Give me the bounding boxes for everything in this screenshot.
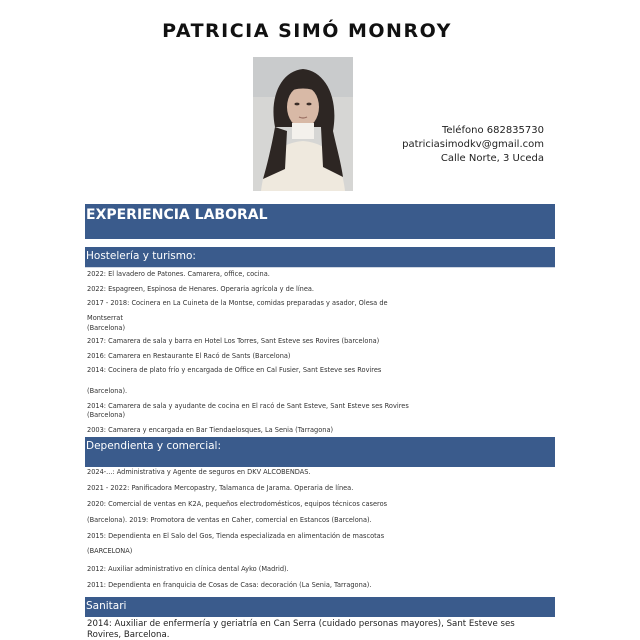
contact-email[interactable]: patriciasimodkv@gmail.com [402, 139, 544, 150]
section-title-sanitari: Sanitari [86, 600, 127, 612]
hosteleria-entry: (Barcelona) [87, 324, 126, 332]
dependienta-entry: 2021 - 2022: Panificadora Mercopastry, Talamanca de Jarama. Operaria de línea. [87, 484, 354, 492]
sanitari-entry: 2014: Auxiliar de enfermería y geriatría en Can Serra (cuidado personas mayores), Sant Esteve ses [87, 619, 515, 629]
hosteleria-entry: (Barcelona) [87, 411, 126, 419]
hosteleria-entry: 2014: Cocinera de plato frío y encargada de Office en Cal Fusier, Sant Esteve ses Rovires [87, 366, 382, 374]
contact-address: Calle Norte, 3 Uceda [440, 153, 544, 164]
hosteleria-entry: 2022: El lavadero de Patones. Camarera, office, cocina. [87, 270, 270, 278]
hosteleria-entry: 2014: Camarera de sala y ayudante de cocina en El racó de Sant Esteve, Sant Esteve ses Rovires [87, 402, 409, 410]
sanitari-entry: Rovires, Barcelona. [87, 630, 170, 640]
section-header-sanitari [85, 597, 555, 617]
hosteleria-entry: 2003: Camarera y encargada en Bar Tiendaelosques, La Senia (Tarragona) [87, 426, 334, 434]
divider-line [85, 267, 555, 268]
hosteleria-entry: 2017 - 2018: Cocinera en La Cuineta de la Montse, comidas preparadas y asador, Olesa de [87, 299, 388, 307]
dependienta-entry: 2012: Auxiliar administrativo en clínica dental Ayko (Madrid). [87, 565, 289, 573]
section-header-dependienta [85, 437, 555, 467]
hosteleria-entry: 2016: Camarera en Restaurante El Racó de Sants (Barcelona) [87, 352, 291, 360]
section-header-hosteleria [85, 247, 555, 267]
portrait-image [253, 57, 353, 191]
hosteleria-entry: (Barcelona). [87, 387, 128, 395]
section-header-experience [85, 204, 555, 239]
dependienta-entry: 2011: Dependienta en franquicia de Cosas de Casa: decoración (La Senia, Tarragona). [87, 581, 372, 589]
dependienta-entry: 2020: Comercial de ventas en K2A, pequeños electrodomésticos, equipos técnicos caseros [87, 500, 388, 508]
profile-photo [253, 57, 353, 191]
section-title-dependienta: Dependienta y comercial: [86, 440, 222, 452]
section-title-experience: EXPERIENCIA LABORAL [86, 207, 268, 223]
hosteleria-entry: 2022: Espagreen, Espinosa de Henares. Operaria agrícola y de línea. [87, 285, 315, 293]
hosteleria-entry: 2017: Camarera de sala y barra en Hotel Los Torres, Sant Esteve ses Rovires (barcelona) [87, 337, 380, 345]
dependienta-entry: (BARCELONA) [87, 547, 133, 555]
section-title-hosteleria: Hostelería y turismo: [86, 250, 196, 262]
hosteleria-entry: Montserrat [87, 314, 123, 322]
contact-phone: Teléfono 682835730 [441, 125, 544, 136]
dependienta-entry: (Barcelona). 2019: Promotora de ventas en Caher, comercial en Estancos (Barcelona). [87, 516, 372, 524]
dependienta-entry: 2024-...: Administrativa y Agente de seguros en DKV ALCOBENDAS. [87, 468, 311, 476]
dependienta-entry: 2015: Dependienta en El Salo del Gos, Tienda especializada en alimentación de mascotas [87, 532, 385, 540]
candidate-name: PATRICIA SIMÓ MONROY [162, 20, 452, 42]
contact-block [402, 124, 544, 166]
